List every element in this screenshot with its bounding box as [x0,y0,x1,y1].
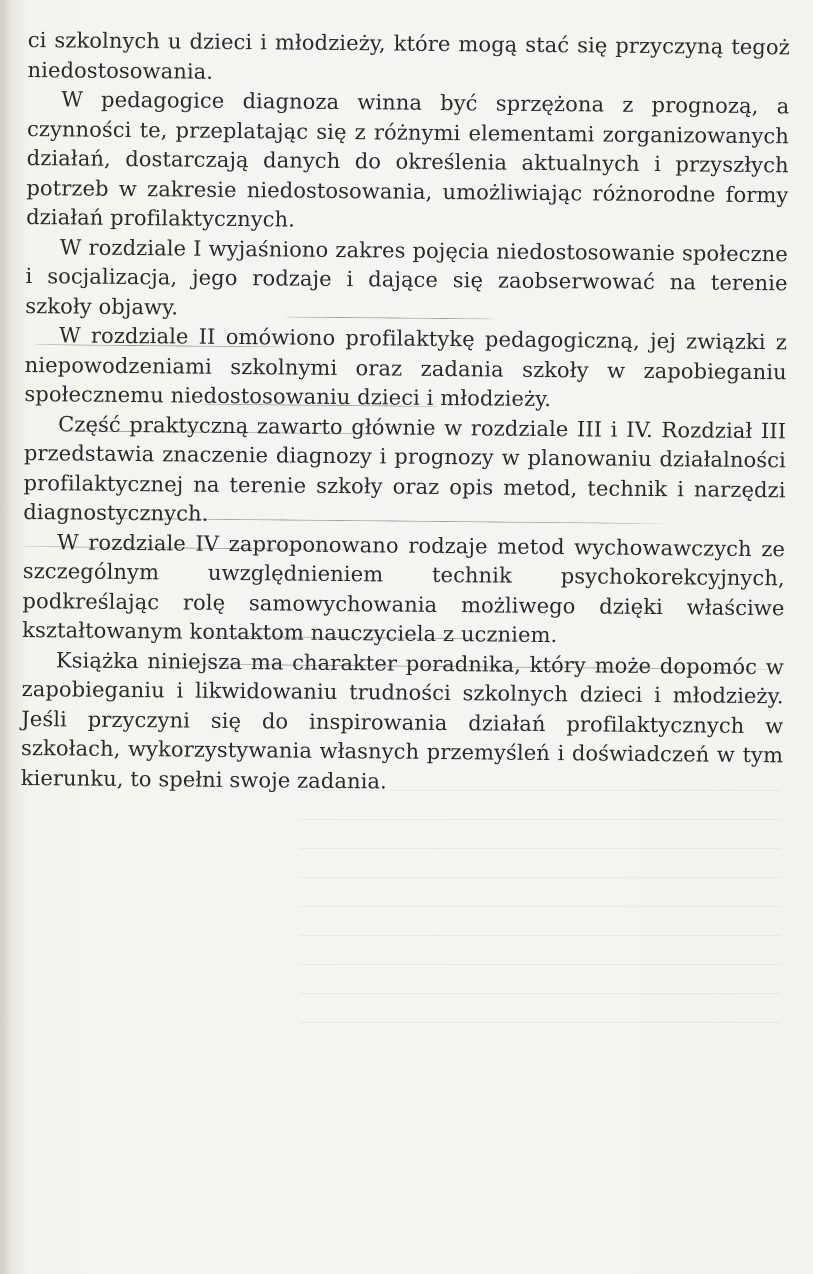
paragraph-1: ci szkolnych u dzieci i młodzieży, które mogą stać się przyczyną tegoż niedostosowania. [27,27,790,84]
paragraph-4: W rozdziale II omówiono profilaktykę pedagogiczną, jej związki z niepowodzeniami szkolnymi oraz zadania szkoły w zapobieganiu społecznemu niedostosowaniu dzieci i młodzieży. [24,323,788,412]
paragraph-2: W pedagogice diagnoza winna być sprzężona z prognozą, a czynności te, przeplatając się z różnymi elementami zorganizowanych działań, dostarczają danych do określenia aktualnych i przyszłych potrzeb w zakresie niedostosowania, umożliwiając różnorodne formy działań profilaktycznych. [26,87,790,232]
page-spine-shadow [0,0,10,1274]
show-through-text [300,790,780,1050]
paragraph-6: W rozdziale IV zaproponowano rodzaje metod wychowawczych ze szczególnym uwzględnieniem technik psychokorekcyjnych, podkreślając rolę samowychowania możliwego dzięki właściwe kształtowanym kontaktom nauczyciela z uczniem. [22,529,786,648]
paragraph-5: Część praktyczną zawarto głównie w rozdziale III i IV. Rozdział III przedstawia znaczenie diagnozy i prognozy w planowaniu działalności profilaktycznej na terenie szkoły oraz opis metod, technik i narzędzi diagnostycznych. [23,411,787,526]
body-text [21,26,790,800]
paragraph-7: Książka niniejsza ma charakter poradnika, który może dopomóc w zapobieganiu i likwidowaniu trudności szkolnych dzieci i młodzieży. Jeśli przyczyni się do inspirowania działań profilaktycznych w szkołach, wykorzystywania własnych przemyśleń i doświadczeń w tym kierunku, to spełni swoje zadania. [20,647,784,793]
paragraph-3: W rozdziale I wyjaśniono zakres pojęcia niedostosowanie społeczne i socjalizacja, jego rodzaje i dające się zaobserwować na terenie szkoły objawy. [25,234,788,319]
